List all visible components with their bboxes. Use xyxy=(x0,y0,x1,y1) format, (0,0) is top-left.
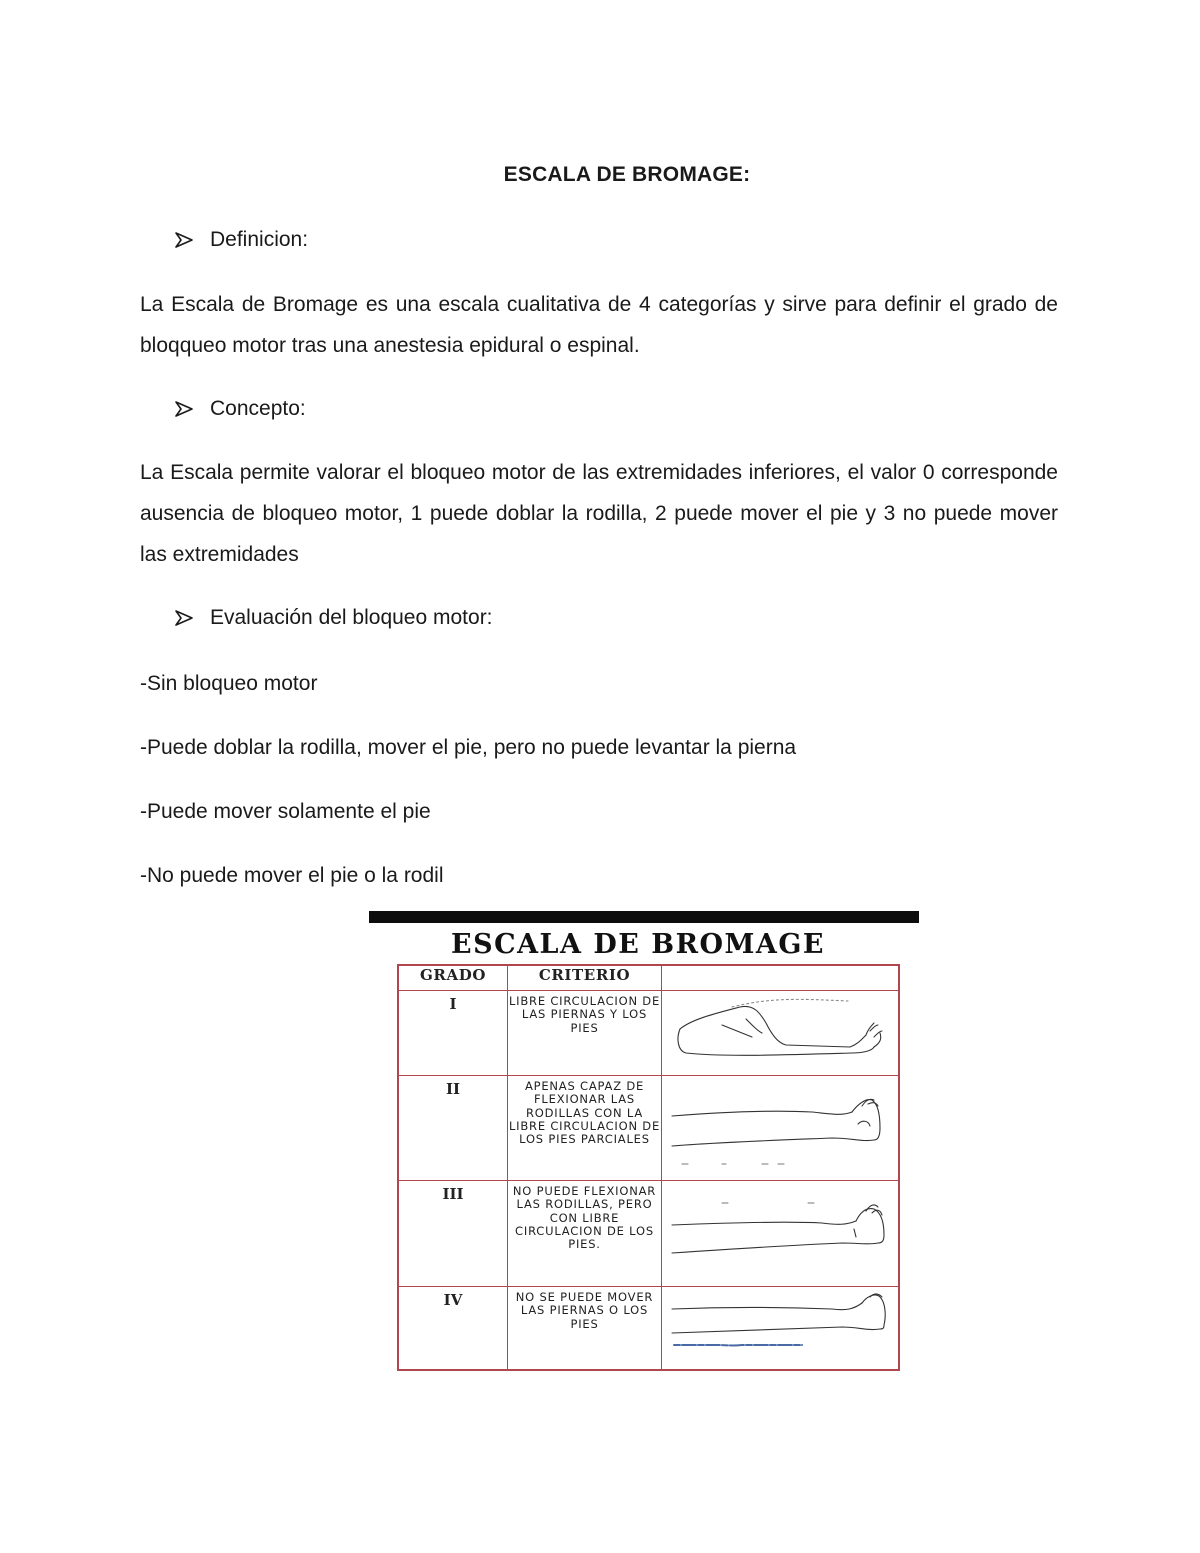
header-grado: GRADO xyxy=(398,965,508,991)
bromage-scale-figure xyxy=(368,911,920,1361)
document-title: ESCALA DE BROMAGE: xyxy=(503,163,751,186)
arrowhead-bullet-icon xyxy=(174,399,194,419)
list-item: -Puede mover solamente el pie xyxy=(140,800,431,823)
table-row xyxy=(398,1181,899,1287)
leg-flat-illustration xyxy=(662,1287,900,1371)
grade-cell: I xyxy=(398,991,508,1076)
header-criterio: CRITERIO xyxy=(508,965,662,991)
criterion-cell: NO SE PUEDE MOVER LAS PIERNAS O LOS PIES xyxy=(508,1287,662,1371)
list-item: -No puede mover el pie o la rodil xyxy=(140,864,444,887)
figure-title: ESCALA DE BROMAGE xyxy=(451,929,825,960)
grade-cell: IV xyxy=(398,1287,508,1371)
table-row xyxy=(398,1076,899,1181)
leg-knee-bent-illustration xyxy=(662,991,900,1076)
leg-flat-illustration xyxy=(662,1076,900,1181)
list-item: -Sin bloqueo motor xyxy=(140,672,318,695)
bullet-evaluacion xyxy=(174,606,493,630)
criterion-cell: APENAS CAPAZ DE FLEXIONAR LAS RODILLAS CON LA LIBRE CIRCULACION DE LOS PIES PARCIALES xyxy=(508,1076,662,1181)
section-heading: Evaluación del bloqueo motor: xyxy=(210,606,493,629)
figure-top-bar xyxy=(369,911,919,923)
arrowhead-bullet-icon xyxy=(174,608,194,628)
table-row xyxy=(398,1287,899,1371)
table-row xyxy=(398,991,899,1076)
section-paragraph: La Escala permite valorar el bloqueo motor de las extremidades inferiores, el valor 0 corresponde ausencia de bloqueo motor, 1 puede doblar la rodilla, 2 puede mover el pie y 3 no puede mover las extremidades xyxy=(140,461,1058,566)
criterion-cell: LIBRE CIRCULACION DE LAS PIERNAS Y LOS PIES xyxy=(508,991,662,1076)
bullet-definicion xyxy=(174,228,308,252)
arrowhead-bullet-icon xyxy=(174,230,194,250)
section-heading: Definicion: xyxy=(210,228,309,251)
grade-cell: II xyxy=(398,1076,508,1181)
list-item: -Puede doblar la rodilla, mover el pie, pero no puede levantar la pierna xyxy=(140,736,797,759)
section-heading: Concepto: xyxy=(210,397,306,420)
table-header-row xyxy=(398,965,899,991)
leg-flat-illustration xyxy=(662,1181,900,1287)
grade-cell: III xyxy=(398,1181,508,1287)
section-paragraph: La Escala de Bromage es una escala cualitativa de 4 categorías y sirve para definir el grado de bloqqueo motor tras una anestesia epidural o espinal. xyxy=(140,293,1058,357)
bromage-table xyxy=(397,964,900,1371)
bullet-concepto xyxy=(174,397,306,421)
criterion-cell: NO PUEDE FLEXIONAR LAS RODILLAS, PERO CON LIBRE CIRCULACION DE LOS PIES. xyxy=(508,1181,662,1287)
header-illustration xyxy=(662,965,900,991)
